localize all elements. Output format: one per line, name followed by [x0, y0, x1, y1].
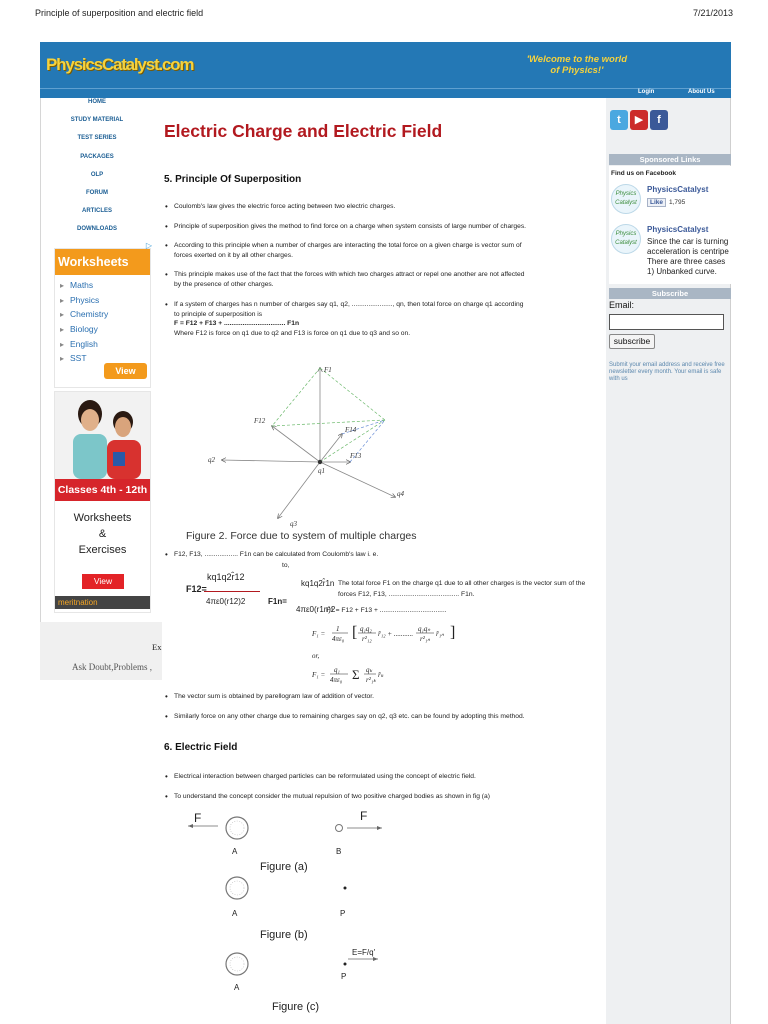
formula-num2: kq1q2r̂1n: [301, 579, 335, 588]
find-us-facebook: Find us on Facebook: [611, 170, 677, 177]
fb-post-row: [609, 221, 731, 277]
list-item: • F12, F13, .................. F1n can be calculated from Coulomb's law i. e.: [174, 550, 610, 560]
welcome-text: [527, 54, 627, 76]
email-field[interactable]: [609, 314, 724, 330]
welcome-line-2: of Physics!': [550, 65, 604, 76]
ad-subject[interactable]: ▸ Chemistry: [55, 309, 150, 324]
field-figure-graphic: [182, 806, 402, 1018]
social-links: [610, 110, 668, 130]
fb-post-line: acceleration is centripe: [647, 247, 729, 256]
coulomb-formula: [186, 572, 606, 622]
strip-text-1: Ex: [152, 642, 162, 652]
formula-text: forces F12, F13, ...................................... F1n.: [338, 591, 475, 598]
svg-text:r²₁ₙ: r²₁ₙ: [420, 635, 431, 643]
label-F12: F12: [254, 417, 266, 425]
fb-page-logo[interactable]: Physics Catalyst: [611, 184, 641, 214]
facebook-icon[interactable]: f: [650, 110, 668, 130]
label-P: P: [340, 909, 346, 918]
site-header: [40, 42, 731, 88]
ad-view-button[interactable]: View: [82, 574, 124, 589]
strip-text-2: Ask Doubt,Problems ,: [72, 662, 153, 672]
print-header: [35, 8, 733, 18]
formula-f12: F12=: [186, 584, 207, 594]
fb-post-text: [647, 237, 729, 277]
welcome-line-1: 'Welcome to the world: [526, 54, 627, 65]
ad-view-button[interactable]: View: [104, 363, 147, 379]
fig-c: Figure (c): [272, 1001, 320, 1013]
menu-forum[interactable]: FORUM: [86, 189, 108, 196]
formula-den2: 4πε0(r1n)2: [296, 605, 336, 614]
svg-text:r̂₁₂ + ...........: r̂₁₂ + ...........: [378, 630, 414, 638]
label-F: F: [194, 811, 202, 825]
fraction-line: [204, 591, 260, 592]
fb-post-line: Since the car is turning: [647, 237, 729, 246]
ad-subject[interactable]: ▸ Maths: [55, 280, 150, 295]
page-title: Electric Charge and Electric Field: [164, 121, 443, 141]
ad-body-text: [55, 510, 150, 558]
main-menu: [41, 98, 153, 245]
label-E: E=F/q': [352, 948, 376, 957]
meritnation-ad[interactable]: [54, 391, 151, 613]
list-item: [174, 241, 610, 260]
text-line: forces exerted on it by all other charges.: [174, 251, 293, 259]
list-item: • Coulomb's law gives the electric force acting between two electric charges.: [174, 202, 610, 212]
ad-title: Worksheets: [55, 249, 150, 275]
fb-like-row: [647, 199, 685, 206]
fb-like-count: 1,795: [669, 199, 686, 206]
section-heading: 6. Electric Field: [164, 742, 238, 753]
ad-subject[interactable]: ▸ English: [55, 339, 150, 354]
svg-text:r̂ₖ: r̂ₖ: [378, 671, 384, 679]
svg-text:q₁: q₁: [334, 666, 340, 674]
list-item: • Similarly force on any other charge due to remaining charges say on q2, q3 etc. can be found by adopting this method.: [174, 712, 610, 722]
menu-articles[interactable]: ARTICLES: [82, 208, 112, 215]
text-line: Where F12 is force on q1 due to q2 and F13 is force on q1 due to q3 and so on.: [174, 329, 411, 337]
menu-packages[interactable]: PACKAGES: [80, 153, 114, 160]
fig-a: Figure (a): [260, 861, 308, 873]
grey-strip: [40, 622, 162, 680]
electric-field-figure: [182, 806, 402, 1018]
text-line: If a system of charges has n number of charges say q1, q2, ......................, qn, then total force on charge q1 according: [174, 301, 524, 308]
label-B: B: [336, 847, 342, 856]
login-link[interactable]: Login: [638, 89, 655, 95]
adchoices-icon[interactable]: ▷: [145, 241, 152, 250]
label-F13: F13: [350, 452, 362, 460]
svg-text:r²₁₂: r²₁₂: [362, 635, 372, 643]
formula-text: The total force F1 on the charge q1 due to all other charges is the vector sum of the: [338, 580, 586, 587]
ad-brand: meritnation: [55, 596, 150, 609]
svg-text:r̂₁ₙ: r̂₁ₙ: [436, 630, 444, 638]
ad-classes-banner: Classes 4th - 12th: [55, 479, 150, 501]
label-A: A: [232, 909, 238, 918]
menu-study-material[interactable]: STUDY MATERIAL: [70, 117, 124, 124]
svg-text:qₖ: qₖ: [366, 666, 373, 674]
sponsored-links-header: Sponsored Links: [609, 154, 731, 165]
menu-downloads[interactable]: DOWNLOADS: [77, 226, 117, 233]
label-A: A: [232, 847, 238, 856]
left-sidebar: [40, 98, 153, 622]
ad-subject[interactable]: ▸ Biology: [55, 324, 150, 339]
label-F: F: [360, 809, 368, 823]
label-F14: F14: [345, 426, 357, 434]
label-F1: F1: [324, 366, 332, 374]
top-nav: [40, 88, 731, 98]
fig-b: Figure (b): [260, 929, 308, 941]
ad-subject-list: [55, 280, 150, 368]
menu-olp[interactable]: OLP: [90, 171, 104, 178]
ad-line: Worksheets: [73, 512, 132, 524]
svg-text:q₁q₂: q₁q₂: [360, 625, 372, 633]
print-title: Principle of superposition and electric field: [35, 8, 204, 18]
svg-text:q₁qₙ: q₁qₙ: [418, 625, 431, 633]
svg-text:[: [: [352, 624, 358, 641]
fb-page-name[interactable]: PhysicsCatalyst: [647, 185, 709, 194]
print-date: 7/21/2013: [692, 8, 733, 18]
text-line: to principle of superposition is: [174, 310, 263, 318]
figure-caption: Figure 2. Force due to system of multiple charges: [186, 530, 417, 542]
or-text: or,: [312, 652, 320, 660]
formula-sum: F1 = F12 + F13 + ....................................: [326, 607, 447, 614]
facebook-widget: [609, 166, 731, 284]
svg-text:4πε₀: 4πε₀: [330, 676, 343, 684]
fb-post-line: There are three cases: [647, 257, 726, 266]
ad-subject[interactable]: ▸ Physics: [55, 295, 150, 310]
fb-page-row: [609, 181, 731, 219]
text-line: by the presence of other charges.: [174, 280, 274, 288]
fb-like-button[interactable]: Like: [647, 198, 666, 207]
svg-text:4πε₀: 4πε₀: [332, 635, 345, 643]
fb-page-name[interactable]: PhysicsCatalyst: [647, 225, 709, 234]
ad-line: &: [98, 528, 107, 540]
students-photo: [55, 392, 150, 479]
list-item: • To understand the concept consider the mutual repulsion of two positive charged bodies as shown in fig (a): [174, 792, 610, 802]
section-heading: 5. Principle Of Superposition: [164, 174, 302, 185]
twitter-icon[interactable]: t: [610, 110, 628, 130]
list-item: • The vector sum is obtained by parellogram law of addition of vector.: [174, 692, 610, 702]
to-text: to,: [282, 562, 290, 569]
list-item: [174, 300, 610, 338]
site-logo[interactable]: PhysicsCatalyst.com: [46, 55, 194, 74]
label-A: A: [234, 983, 240, 992]
right-sidebar: [606, 98, 731, 1024]
svg-text:Σ: Σ: [352, 667, 360, 682]
youtube-icon[interactable]: ▶: [630, 110, 648, 130]
formula-den1: 4πε0(r12)2: [206, 597, 246, 606]
text-line: According to this principle when a number of charges are interacting the total force on a given charge is vector sum of: [174, 242, 522, 249]
email-label: Email:: [609, 300, 635, 310]
worksheets-ad[interactable]: [54, 241, 152, 388]
ad-subject[interactable]: ▸ SST: [55, 353, 150, 368]
formula-num1: kq1q2r̂12: [207, 572, 245, 582]
svg-text:]: ]: [450, 624, 456, 641]
label-q3: q3: [290, 520, 297, 528]
force-diagram: [200, 360, 420, 530]
list-item: [174, 270, 610, 289]
subscribe-header: Subscribe: [609, 288, 731, 299]
label-P: P: [341, 972, 347, 981]
menu-test-series[interactable]: TEST SERIES: [77, 135, 117, 142]
fb-post-line: 1) Unbanked curve.: [647, 267, 717, 276]
text-line: This principle makes use of the fact that the forces with which two charges attract or repel one another are not affected: [174, 271, 525, 278]
menu-home[interactable]: HOME: [88, 99, 106, 105]
list-item: • Electrical interaction between charged particles can be reformulated using the concept of electric field.: [174, 772, 610, 782]
svg-text:F₁ =: F₁ =: [312, 671, 326, 679]
subscribe-button[interactable]: subscribe: [609, 334, 655, 349]
label-q4: q4: [397, 490, 404, 498]
svg-text:F₁ =: F₁ =: [312, 630, 326, 638]
label-q1: q1: [318, 467, 325, 475]
svg-text:r²₁ₖ: r²₁ₖ: [366, 676, 377, 684]
svg-text:1: 1: [336, 625, 340, 633]
about-link[interactable]: About Us: [688, 89, 715, 95]
fb-page-logo[interactable]: Physics Catalyst: [611, 224, 641, 254]
superposition-equation: F = F12 + F13 + ................................. F1n: [174, 320, 300, 327]
label-q2: q2: [208, 456, 215, 464]
formula-f1n: F1n=: [268, 597, 287, 606]
subscribe-note: Submit your email address and receive free newsletter every month. Your email is safe with us: [609, 362, 725, 382]
list-item: • Principle of superposition gives the method to find force on a charge when system consists of large number of charges.: [174, 222, 610, 232]
vector-sum-formula: [312, 622, 462, 692]
ad-line: Exercises: [78, 544, 127, 556]
superposition-formula-graphic: [312, 622, 462, 692]
